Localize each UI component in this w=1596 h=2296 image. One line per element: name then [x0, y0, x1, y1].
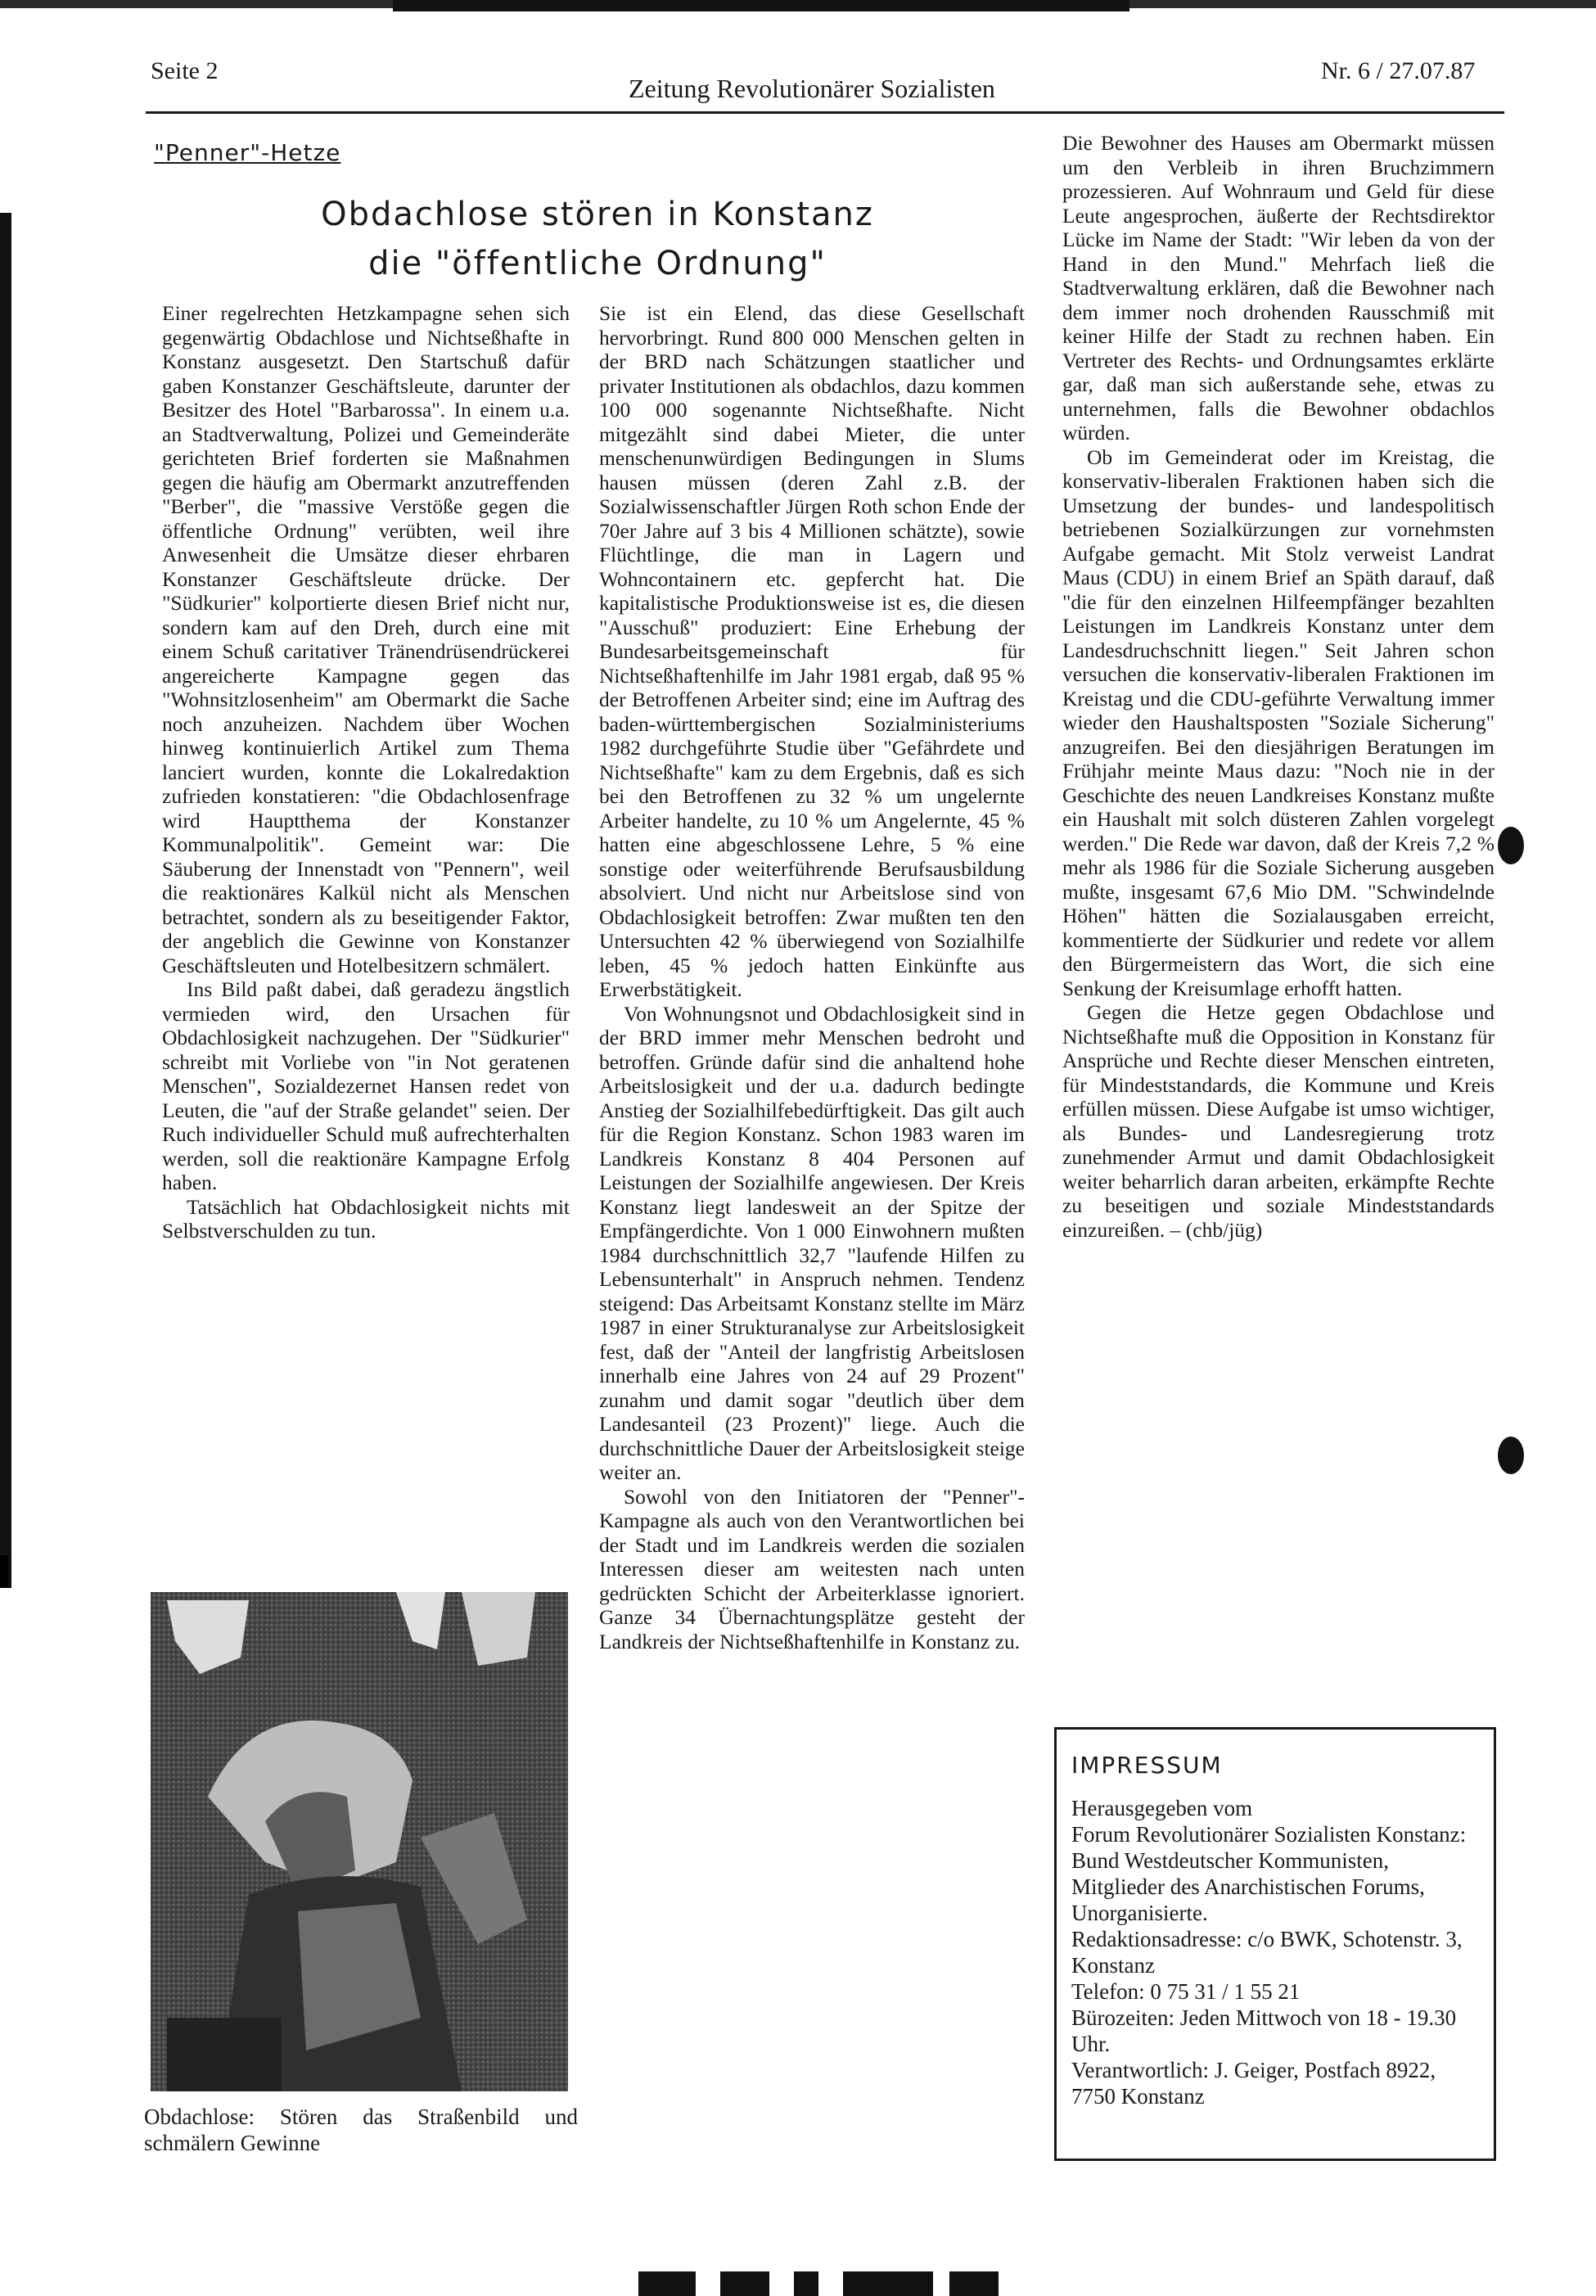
impressum-line: Bund Westdeutscher Kommunisten, Mitglieder des Anarchistischen Forums, Unorganisierte. — [1071, 1848, 1425, 1925]
paragraph: Gegen die Hetze gegen Obdachlose und Nichtseßhafte muß die Opposition in Konstanz für Ansprüche und Rechte dieser Menschen eintreten, für Mindeststandards, die Kommune und Kreis erfüllen müssen. Diese Aufgabe ist umso wichtiger, als Bundes- und Landesregierung trotz zunehmender Armut und damit Obdachlosigkeit weiter beharrlich daran arbeiten, erkämpfte Rechte zu beseitigen und soziale Mindeststandards einzureißen. – (chb/jüg) — [1062, 1000, 1495, 1242]
paragraph: Ob im Gemeinderat oder im Kreistag, die konservativ-liberalen Fraktionen haben sich die Umsetzung der bundes- und landespolitisch betriebenen Sozialkürzungen zur vornehmsten Aufgabe gemacht. Mit Stolz verweist Landrat Maus (CDU) in einem Brief an Späth darauf, daß "die für den einzelnen Hilfeempfänger bezahlten Leistungen im Landkreis Konstanz unter dem Landesdruchschnitt liegen." Seit Jahren schon versuchen die konservativ-liberalen Fraktionen im Kreistag und die CDU-geführte Verwaltung immer wieder den Haushaltsposten "Soziale Sicherung" anzugreifen. Bei den diesjährigen Beratungen im Frühjahr meinte Maus dazu: "Noch nie in der Geschichte des neuen Landkreises Konstanz mußte ein Haushalt mit solch düsteren Zahlen vorgelegt werden." Die Rede war davon, daß der Kreis 7,2 % mehr als 1986 für die Soziale Sicherung ausgeben mußte, insgesamt 67,6 Mio DM. "Schwindelnde Höhen" hätten die Sozialausgaben erreicht, kommentierte der Südkurier und redete vor allem den Bürgermeistern das Wort, die sich eine Senkung der Kreisumlage erhofft hatten. — [1062, 444, 1495, 1000]
impressum-line: Forum Revolutionärer Sozialisten Konstanz: — [1071, 1822, 1467, 1847]
article-column-1 — [162, 301, 570, 1243]
article-kicker: "Penner"-Hetze — [154, 139, 341, 166]
impressum-line: Verantwortlich: J. Geiger, Postfach 8922, 7750 Konstanz — [1071, 2058, 1436, 2109]
impressum-line: Telefon: 0 75 31 / 1 55 21 — [1071, 1979, 1301, 2004]
paragraph: Einer regelrechten Hetzkampagne sehen sich gegenwärtig Obdachlose und Nichtseßhafte in Konstanz ausgesetzt. Den Startschuß dafür gaben Konstanzer Geschäftsleute, darunter der Besitzer des Hotel "Barbarossa". In einem u.a. an Stadtverwaltung, Polizei und Gemeinderäte gerichteten Brief forderten sie Maßnahmen gegen die häufig am Obermarkt anzutreffenden "Berber", die "massive Verstöße gegen die öffentliche Ordnung" verübten, weil ihre Anwesenheit die Umsätze dieser ehrbaren Konstanzer Geschäftsleute drücke. Der "Südkurier" kolportierte diesen Brief nicht nur, sondern kam auf den Dreh, durch eine mit einem Schuß caritativer Tränendrüsendrückerei angereicherte Kampagne gegen das "Wohnsitzlosenheim" am Obermarkt die Sache noch anzuheizen. Nachdem über Wochen hinweg kontinuierlich Artikel zum Thema lanciert wurden, konnte die Lokalredaktion zufrieden konstatieren: "die Obdachlosenfrage wird Hauptthema der Konstanzer Kommunalpolitik". Gemeint war: Die Säuberung der Innenstadt von "Pennern", weil die reaktionäres Kalkül nicht als Menschen betrachtet, sondern als zu beseitigender Faktor, der angeblich die Gewinne von Konstanzer Geschäftsleuten und Hotelbesitzern schmälert. — [162, 301, 570, 977]
headline-line-2: die "öffentliche Ordnung" — [368, 245, 827, 282]
headline-line-1: Obdachlose stören in Konstanz — [321, 196, 874, 233]
newspaper-title: Zeitung Revolutionärer Sozialisten — [629, 74, 995, 103]
impressum-line: Bürozeiten: Jeden Mittwoch von 18 - 19.30 Uhr. — [1071, 2005, 1457, 2056]
paragraph: Sowohl von den Initiatoren der "Penner"-Kampagne als auch von den Verantwortlichen bei der Stadt und im Landkreis werden die sozialen Interessen dieser am weitesten nach unten gedrückten Schicht der Arbeiterklasse ignoriert. Ganze 34 Übernachtungsplätze gesteht der Landkreis der Nichtseßhaftenhilfe in Konstanz zu. — [599, 1484, 1025, 1653]
paragraph: Tatsächlich hat Obdachlosigkeit nichts mit Selbstverschulden zu tun. — [162, 1194, 570, 1243]
scan-bottom-marks — [638, 2271, 999, 2296]
impressum-title: IMPRESSUM — [1071, 1752, 1223, 1779]
impressum-line: Herausgegeben vom — [1071, 1796, 1253, 1820]
issue-date: Nr. 6 / 27.07.87 — [1321, 57, 1476, 84]
scan-border-top-dark — [393, 0, 1129, 11]
article-column-3 — [1062, 131, 1495, 1242]
punch-hole-mark — [1498, 1437, 1524, 1474]
impressum-box — [1054, 1727, 1496, 2161]
article-column-2 — [599, 301, 1025, 1653]
scan-edge-left-mark — [0, 1555, 8, 1588]
impressum-line: Redaktionsadresse: c/o BWK, Schotenstr. 3, Konstanz — [1071, 1927, 1463, 1978]
paragraph: Ins Bild paßt dabei, daß geradezu ängstlich vermieden wird, den Ursachen für Obdachlosigkeit nachzugehen. Der "Südkurier" schreibt mit Vorliebe von "in Not geratenen Menschen", Sozialdezernet Hansen redet von Leuten, die "auf der Straße gelandet" seien. Der Ruch individueller Schuld muß aufrechterhalten werden, soll die reaktionäre Kampagne Erfolg haben. — [162, 977, 570, 1194]
article-photo — [151, 1592, 568, 2091]
punch-hole-mark — [1498, 827, 1524, 864]
paragraph: Die Bewohner des Hauses am Obermarkt müssen um den Verbleib in ihren Bruchzimmern prozessieren. Auf Wohnraum und Geld für diese Leute angesprochen, äußerte der Rechtsdirektor Lücke im Name der Stadt: "Wir leben da von der Hand in den Mund." Mehrfach ließ die Stadtverwaltung erklären, daß die Bewohner nach dem immer noch drohenden Rausschmiß mit keiner Hilfe der Stadt zu rechnen haben. Ein Vertreter des Rechts- und Ordnungsamtes erklärte gar, daß man sich außerstande sehe, etwas zu unternehmen, falls die Bewohner obdachlos würden. — [1062, 131, 1495, 444]
paragraph: Von Wohnungsnot und Obdachlosigkeit sind in der BRD immer mehr Menschen bedroht und betroffen. Gründe dafür sind die anhaltend hohe Arbeitslosigkeit und der u.a. dadurch bedingte Anstieg der Sozialhilfebedürftigkeit. Das gilt auch für die Region Konstanz. Schon 1983 waren im Landkreis Konstanz 8 404 Personen auf Leistungen der Sozialhilfe angewiesen. Der Kreis Konstanz liegt landesweit an der Spitze der Empfängerdichte. Von 1 000 Einwohnern mußten 1984 durchschnittlich 32,7 "laufende Hilfen zu Lebensunterhalt" in Anspruch nehmen. Tendenz steigend: Das Arbeitsamt Konstanz stellte im März 1987 in einer Strukturanalyse zur Arbeitslosigkeit fest, daß der "Anteil der langfristig Arbeitslosen innerhalb eine Jahres von 24 auf 29 Prozent" zunahm und damit sogar "deutlich über dem Landesanteil (23 Prozent)" liege. Auch die durchschnittliche Dauer der Arbeitslosigkeit steige weiter an. — [599, 1001, 1025, 1484]
photo-homeless-person — [151, 1592, 568, 2091]
photo-caption: Obdachlose: Stören das Straßenbild und schmälern Gewinne — [144, 2104, 578, 2155]
page-number: Seite 2 — [151, 57, 219, 84]
header-rule — [146, 111, 1504, 114]
scan-edge-left — [0, 213, 11, 1588]
article-headline — [156, 190, 1039, 288]
paragraph: Sie ist ein Elend, das diese Gesellschaft hervorbringt. Rund 800 000 Menschen gelten in der BRD nach Schätzungen staatlicher und privater Institutionen als obdachlos, dazu kommen 100 000 sogenannte Nichtseßhafte. Nicht mitgezählt sind dabei Mieter, die unter menschenunwürdigen Bedingungen in Slums hausen müssen (deren Zahl z.B. der Sozialwissenschaftler Jürgen Roth schon Ende der 70er Jahre auf 3 bis 4 Millionen schätzte), sowie Flüchtlinge, die man in Lagern und Wohncontainern etc. gepfercht hat. Die kapitalistische Produktionsweise ist es, die diesen "Ausschuß" produziert: Eine Erhebung der Bundesarbeitsgemeinschaft für Nichtseßhaftenhilfe im Jahr 1981 ergab, daß 95 % der Betroffenen Arbeiter sind; eine im Auftrag des baden-württembergischen Sozialministeriums 1982 durchgeführte Studie über "Gefährdete und Nichtseßhafte" kam zu dem Ergebnis, daß es sich bei den Betroffenen zu 32 % um ungelernte Arbeiter handelte, zu 10 % um Angelernte, 45 % hatten eine abgeschlossene Lehre, 5 % eine sonstige oder weiterführende Berufsausbildung absolviert. Und nicht nur Arbeitslose sind von Obdachlosigkeit betroffen: Zwar mußten ten den Untersuchten 42 % überwiegend von Sozialhilfe leben, 45 % jedoch hatten Einkünfte aus Erwerbstätigkeit. — [599, 301, 1025, 1001]
